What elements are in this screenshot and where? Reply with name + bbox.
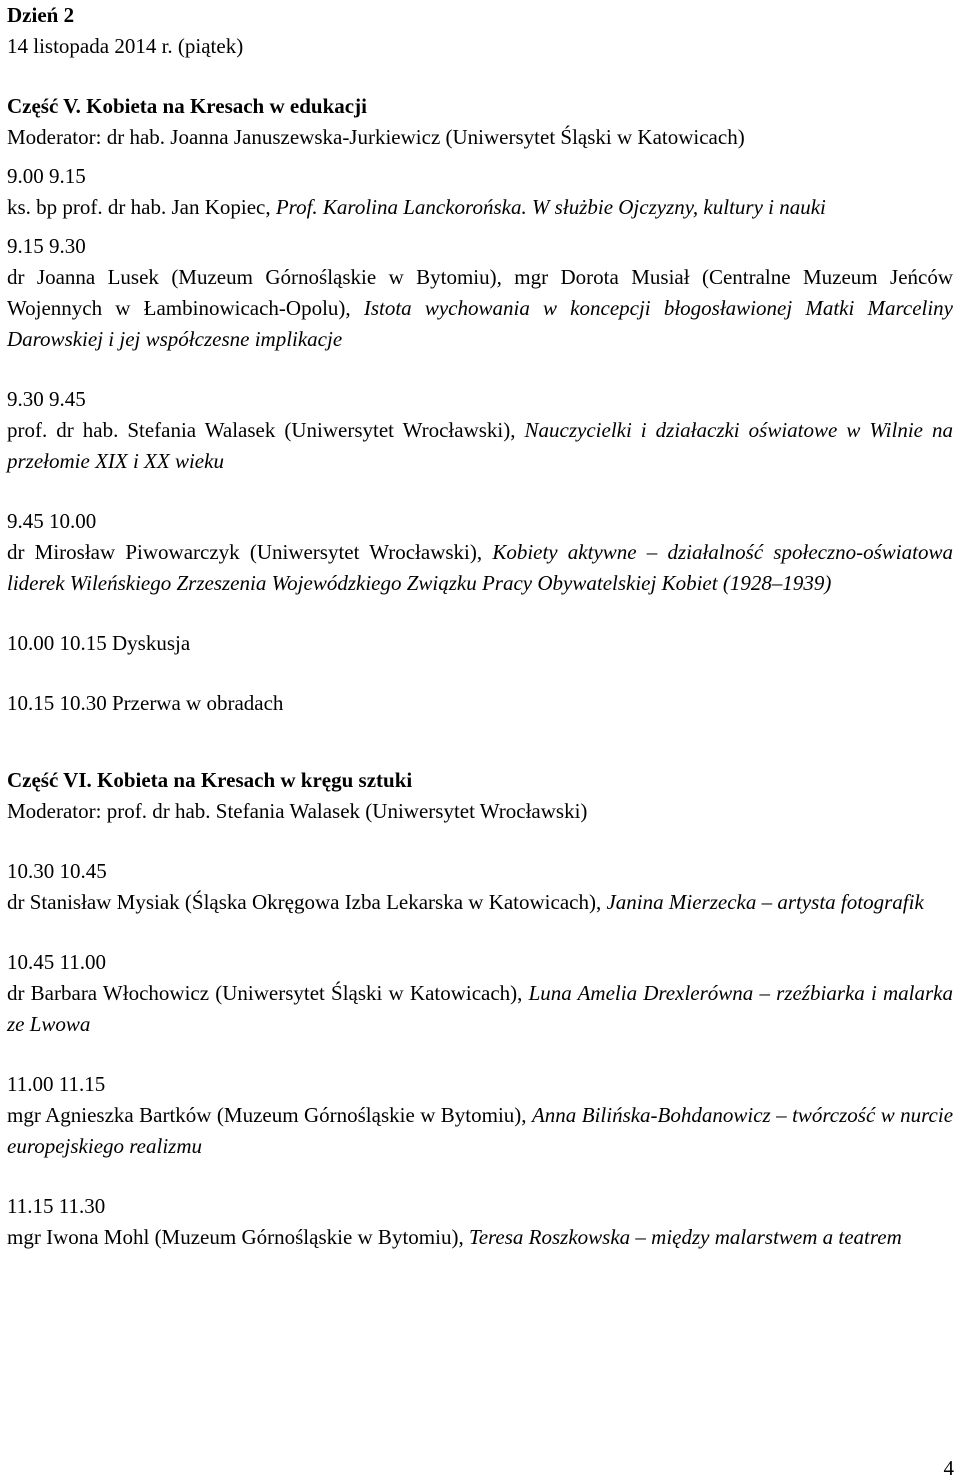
day-heading: Dzień 2 [7, 3, 75, 27]
talk-speakers: dr Stanisław Mysiak (Śląska Okręgowa Izba Lekarska w Katowicach), [7, 890, 607, 914]
moderator-line: Moderator: dr hab. Joanna Januszewska-Jurkiewicz (Uniwersytet Śląski w Katowicach) [7, 125, 745, 149]
talk-title: Janina Mierzecka – artysta fotografik [606, 890, 924, 914]
talk-speakers: dr Barbara Włochowicz (Uniwersytet Śląski w Katowicach), [7, 981, 529, 1005]
document-page [7, 0, 953, 1253]
talk-speakers: mgr Iwona Mohl (Muzeum Górnośląskie w Bytomiu), [7, 1225, 469, 1249]
talk-entry [7, 192, 953, 223]
talk-title: Nauczycielki i działaczki oświatowe w Wilnie na przełomie XIX i XX wieku [7, 418, 954, 473]
talk-entry [7, 537, 953, 599]
talk-entry [7, 262, 953, 355]
talk-time: 10.30 10.45 [7, 859, 107, 883]
talk-time: 9.30 9.45 [7, 387, 86, 411]
section-title: Część VI. Kobieta na Kresach w kręgu sztuki [7, 768, 413, 792]
talk-title: Prof. Karolina Lanckorońska. W służbie Ojczyzny, kultury i nauki [275, 195, 826, 219]
date-line: 14 listopada 2014 r. (piątek) [7, 34, 244, 58]
talk-title: Teresa Roszkowska – między malarstwem a teatrem [468, 1225, 902, 1249]
talk-time: 11.15 11.30 [7, 1194, 106, 1218]
talk-time: 10.45 11.00 [7, 950, 106, 974]
section-title: Część V. Kobieta na Kresach w edukacji [7, 94, 367, 118]
talk-title: Kobiety aktywne – działalność społeczno-oświatowa liderek Wileńskiego Zrzeszenia Wojewódzkiego Związku Pracy Obywatelskiej Kobiet (1928–1939) [7, 540, 953, 595]
talk-entry [7, 1100, 953, 1162]
talk-entry [7, 415, 953, 477]
talk-title: Luna Amelia Drexlerówna – rzeźbiarka i malarka ze Lwowa [7, 981, 953, 1036]
talk-entry [7, 978, 953, 1040]
talk-speakers: dr Joanna Lusek (Muzeum Górnośląskie w Bytomiu), mgr Dorota Musiał (Centralne Muzeum Jeńców Wojennych w Łambinowicach-Opolu), [7, 265, 953, 320]
break-line: 10.15 10.30 Przerwa w obradach [7, 691, 284, 715]
talk-time: 9.45 10.00 [7, 509, 97, 533]
talk-speakers: mgr Agnieszka Bartków (Muzeum Górnośląskie w Bytomiu), [7, 1103, 532, 1127]
talk-speakers: dr Mirosław Piwowarczyk (Uniwersytet Wrocławski), [7, 540, 493, 564]
talk-title: Istota wychowania w koncepcji błogosławionej Matki Marceliny Darowskiej i jej współczesne implikacje [7, 296, 954, 351]
talk-time: 9.15 9.30 [7, 234, 86, 258]
talk-entry [7, 887, 953, 918]
talk-title: Anna Bilińska-Bohdanowicz – twórczość w nurcie europejskiego realizmu [7, 1103, 954, 1158]
talk-entry [7, 1222, 953, 1253]
discussion-line: 10.00 10.15 Dyskusja [7, 631, 191, 655]
talk-time: 9.00 9.15 [7, 164, 86, 188]
page-number: 4 [943, 1456, 954, 1480]
talk-time: 11.00 11.15 [7, 1072, 106, 1096]
talk-speakers: ks. bp prof. dr hab. Jan Kopiec, [7, 195, 276, 219]
talk-speakers: prof. dr hab. Stefania Walasek (Uniwersytet Wrocławski), [7, 418, 525, 442]
moderator-line: Moderator: prof. dr hab. Stefania Walasek (Uniwersytet Wrocławski) [7, 799, 588, 823]
